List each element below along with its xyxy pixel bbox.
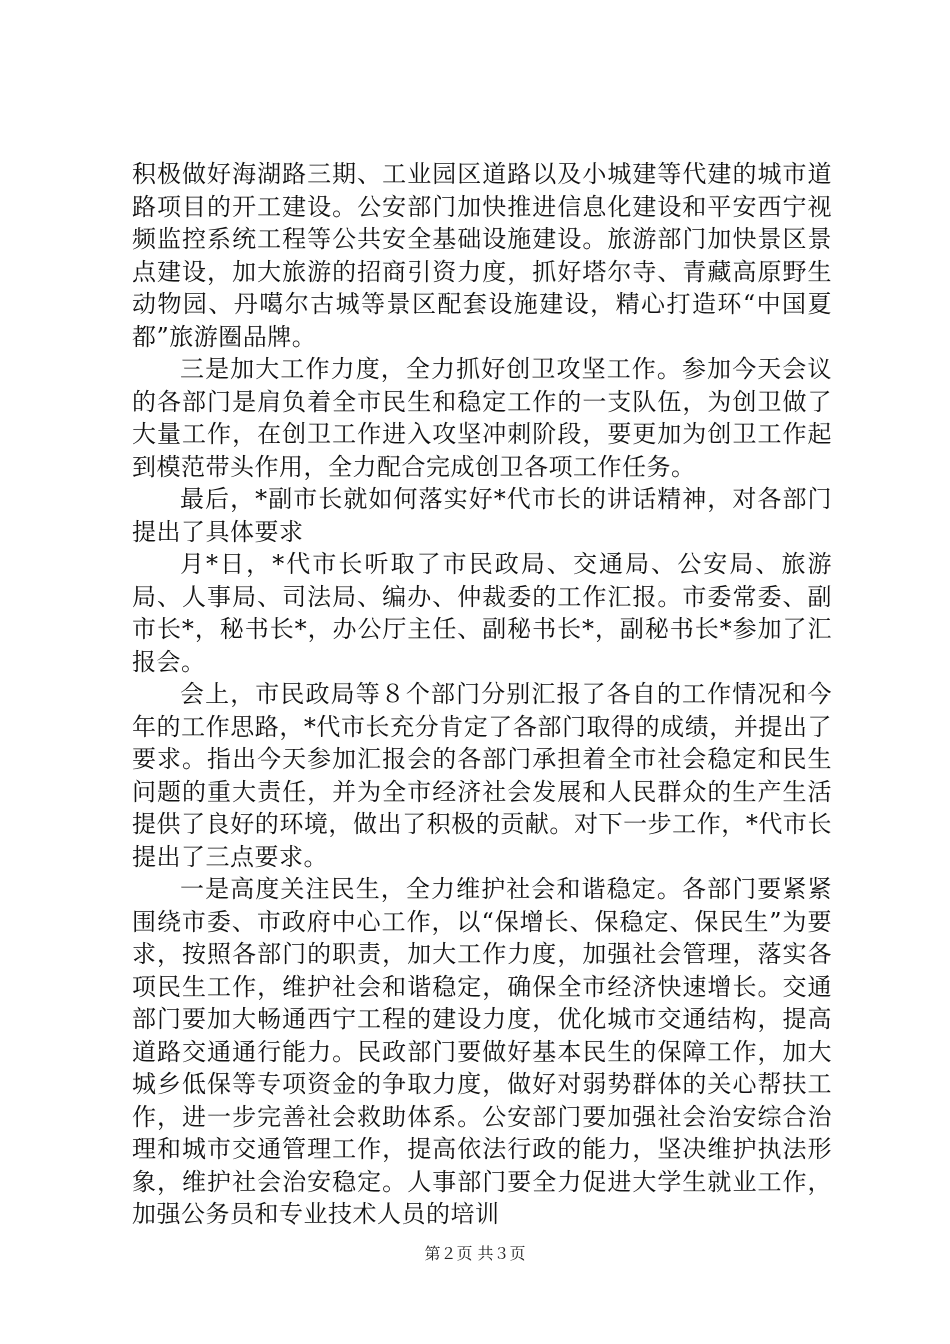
paragraph-2: 三是加大工作力度，全力抓好创卫攻坚工作。参加今天会议的各部门是肩负着全市民生和稳定工作的一支队伍，为创卫做了大量工作，在创卫工作进入攻坚冲刺阶段，要更加为创卫工作起到模范带头作用，全力配合完成创卫各项工作任务。	[132, 355, 832, 481]
paragraph-6: 一是高度关注民生，全力维护社会和谐稳定。各部门要紧紧围绕市委、市政府中心工作，以“保增长、保稳定、保民生”为要求，按照各部门的职责，加大工作力度，加强社会管理，落实各项民生工作，维护社会和谐稳定，确保全市经济快速增长。交通部门要加大畅通西宁工程的建设力度，优化城市交通结构，提高道路交通通行能力。民政部门要做好基本民生的保障工作，加大城乡低保等专项资金的争取力度，做好对弱势群体的关心帮扶工作，进一步完善社会救助体系。公安部门要加强社会治安综合治理和城市交通管理工作，提高依法行政的能力，坚决维护执法形象，维护社会治安稳定。人事部门要全力促进大学生就业工作，加强公务员和专业技术人员的培训	[132, 875, 832, 1228]
page-footer	[0, 1244, 950, 1264]
page-number-label: 第２页 共３页	[424, 1244, 526, 1263]
paragraph-4: 月*日，*代市长听取了市民政局、交通局、公安局、旅游局、人事局、司法局、编办、仲裁委的工作汇报。市委常委、副市长*，秘书长*，办公厅主任、副秘书长*，副秘书长*参加了汇报会。	[132, 550, 832, 676]
paragraph-5: 会上，市民政局等８个部门分别汇报了各自的工作情况和今年的工作思路，*代市长充分肯定了各部门取得的成绩，并提出了要求。指出今天参加汇报会的各部门承担着全市社会稳定和民生问题的重大责任，并为全市经济社会发展和人民群众的生产生活提供了良好的环境，做出了积极的贡献。对下一步工作，*代市长提出了三点要求。	[132, 680, 832, 871]
paragraph-1: 积极做好海湖路三期、工业园区道路以及小城建等代建的城市道路项目的开工建设。公安部门加快推进信息化建设和平安西宁视频监控系统工程等公共安全基础设施建设。旅游部门加快景区景点建设，加大旅游的招商引资力度，抓好塔尔寺、青藏高原野生动物园、丹噶尔古城等景区配套设施建设，精心打造环“中国夏都”旅游圈品牌。	[132, 160, 832, 351]
body-text	[132, 158, 832, 1231]
paragraph-3: 最后，*副市长就如何落实好*代市长的讲话精神，对各部门提出了具体要求	[132, 485, 832, 546]
